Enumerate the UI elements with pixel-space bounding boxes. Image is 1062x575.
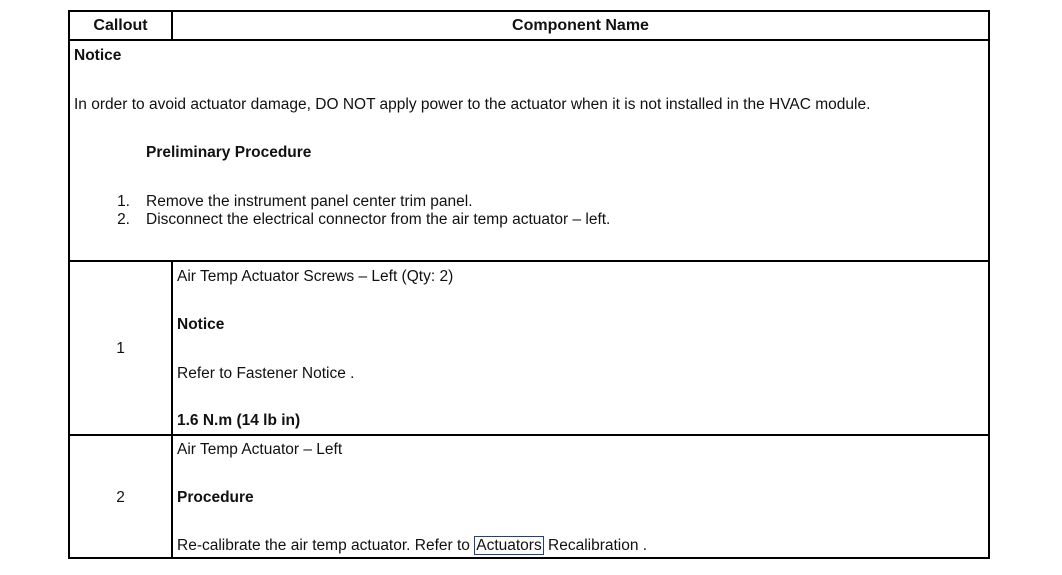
intro-divider [70, 260, 988, 262]
callout-2: 2 [116, 489, 125, 506]
notice-title: Notice [74, 47, 122, 64]
recalibration-instruction [177, 537, 647, 555]
rows-column-divider [171, 260, 173, 559]
component-name-1: Air Temp Actuator Screws – Left (Qty: 2) [177, 268, 454, 285]
callout-1: 1 [116, 340, 125, 357]
torque-spec: 1.6 N.m (14 lb in) [177, 412, 301, 429]
step-text: Disconnect the electrical connector from the air temp actuator – left. [146, 211, 611, 228]
instruction-text: Re-calibrate the air temp actuator. Refer to [177, 537, 475, 554]
step-text: Remove the instrument panel center trim panel. [146, 193, 473, 210]
instruction-text-end: Recalibration . [543, 537, 648, 554]
callout-header: Callout [93, 17, 148, 34]
component-name-header: Component Name [512, 17, 649, 34]
step-number: 2. [117, 211, 130, 228]
header-divider [70, 39, 988, 41]
row-divider [70, 434, 988, 436]
components-table [68, 10, 990, 559]
notice-text: In order to avoid actuator damage, DO NOT apply power to the actuator when it is not installed in the HVAC module. [74, 96, 871, 113]
component-name-2: Air Temp Actuator – Left [177, 441, 343, 458]
row2-procedure-title: Procedure [177, 489, 254, 506]
row1-notice-title: Notice [177, 316, 225, 333]
row1-notice-text: Refer to Fastener Notice . [177, 365, 355, 382]
actuators-link[interactable]: Actuators [476, 537, 542, 554]
preliminary-procedure-title: Preliminary Procedure [146, 144, 312, 161]
step-number: 1. [117, 193, 130, 210]
